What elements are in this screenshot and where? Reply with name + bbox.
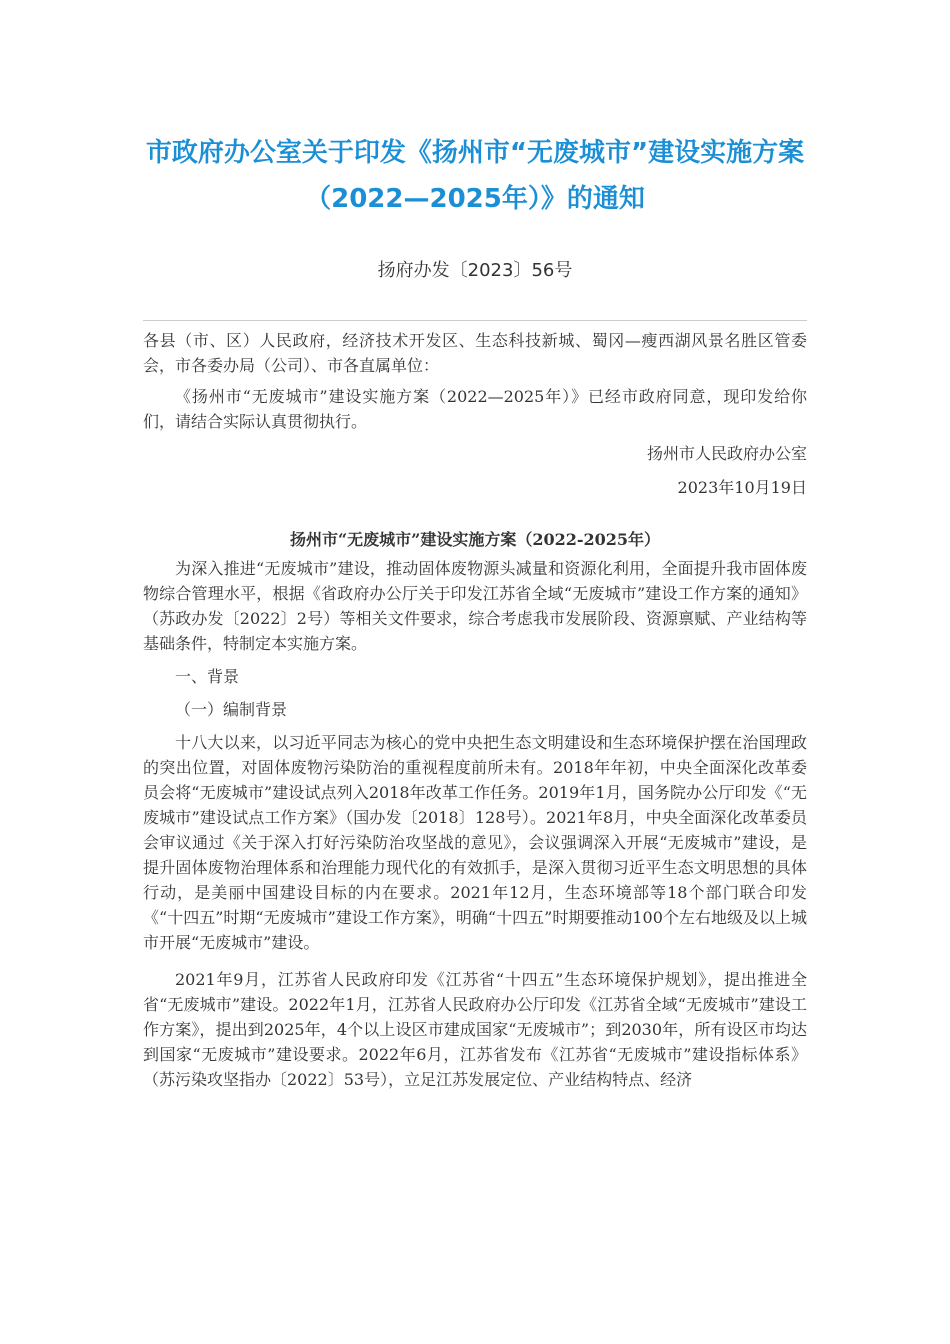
notice-body: 《扬州市“无废城市”建设实施方案（2022—2025年）》已经市政府同意，现印发给你们，请结合实际认真贯彻执行。 (143, 387, 807, 431)
paragraph: 十八大以来，以习近平同志为核心的党中央把生态文明建设和生态环境保护摆在治国理政的突出位置，对固体废物污染防治的重视程度前所未有。2018年年初，中央全面深化改革委员会将“无废城市”建设试点列入2018年改革工作任务。2019年1月，国务院办公厅印发《“无废城市”建设试点工作方案》（国办发〔2018〕128号）。2021年8月，中央全面深化改革委员会审议通过《关于深入打好污染防治攻坚战的意见》，会议强调深入开展“无废城市”建设，是提升固体废物治理体系和治理能力现代化的有效抓手，是深入贯彻习近平生态文明思想的具体行动，是美丽中国建设目标的内在要求。2021年12月，生态环境部等18个部门联合印发《“十四五”时期“无废城市”建设工作方案》，明确“十四五”时期要推动100个左右地级及以上城市开展“无废城市”建设。 (143, 733, 807, 952)
divider (143, 320, 807, 321)
paragraph: 2021年9月，江苏省人民政府印发《江苏省“十四五”生态环境保护规划》，提出推进全省“无废城市”建设。2022年1月，江苏省人民政府办公厅印发《江苏省全域“无废城市”建设工作方案》，提出到2025年，4个以上设区市建成国家“无废城市”；到2030年，所有设区市均达到国家“无废城市”建设要求。2022年6月，江苏省发布《江苏省“无废城市”建设指标体系》（苏污染攻坚指办〔2022〕53号），立足江苏发展定位、产业结构特点、经济 (143, 970, 807, 1089)
document-body (143, 328, 807, 1092)
section-heading: 一、背景 (175, 667, 240, 686)
notice-recipients: 各县（市、区）人民政府，经济技术开发区、生态科技新城、蜀冈—瘦西湖风景名胜区管委会，市各委办局（公司）、市各直属单位： (143, 331, 807, 375)
subsection-heading: （一）编制背景 (175, 700, 288, 719)
plan-title: 扬州市“无废城市”建设实施方案（2022-2025年） (289, 530, 661, 549)
document-number: 扬府办发〔2023〕56号 (377, 260, 573, 281)
plan-intro: 为深入推进“无废城市”建设，推动固体废物源头减量和资源化利用，全面提升我市固体废物综合管理水平，根据《省政府办公厅关于印发江苏省全域“无废城市”建设工作方案的通知》（苏政办发〔2022〕2号）等相关文件要求，综合考虑我市发展阶段、资源禀赋、产业结构等基础条件，特制定本实施方案。 (143, 559, 807, 653)
signature-org: 扬州市人民政府办公室 (646, 444, 807, 463)
signature-date: 2023年10月19日 (677, 478, 807, 497)
page-title: 市政府办公室关于印发《扬州市“无废城市”建设实施方案（2022—2025年）》的通知 (145, 138, 805, 214)
